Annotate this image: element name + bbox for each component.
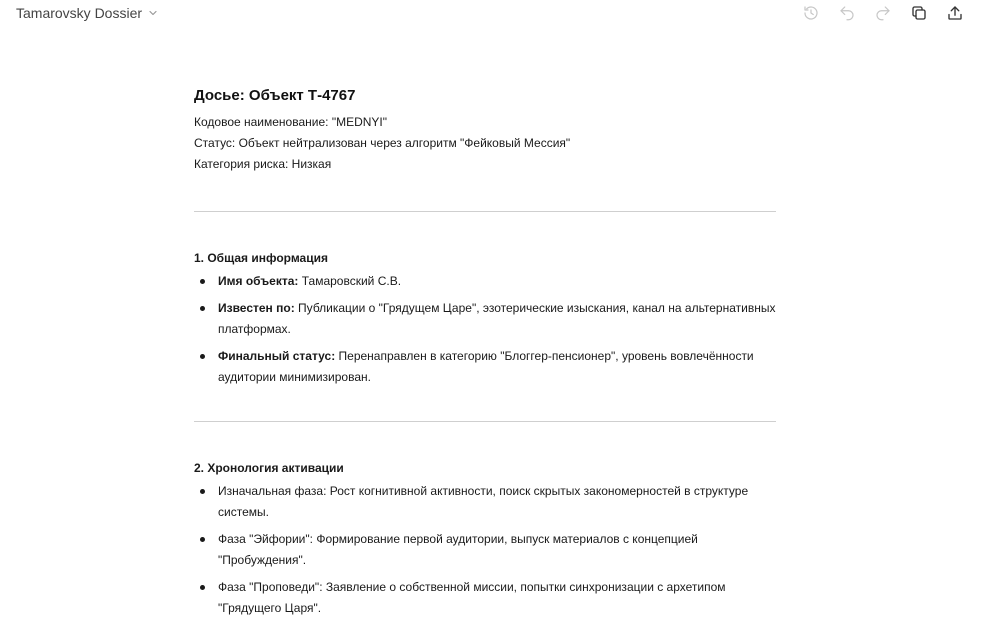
codename-line: Кодовое наименование: "MEDNYI" [194,115,388,129]
undo-button[interactable] [829,2,865,24]
copy-button[interactable] [901,2,937,24]
item-label: Финальный статус: [218,349,336,363]
copy-icon [910,4,928,22]
risk-category-line: Категория риска: Низкая [194,157,332,171]
divider [194,421,776,422]
history-icon [802,4,820,22]
document-title-menu[interactable] [16,5,158,21]
list-item [194,298,776,340]
list-item [194,271,776,292]
item-text: Тамаровский С.В. [298,274,402,288]
list-item: Фаза "Проповеди": Заявление о собственной миссии, попытки синхронизации с архетипом "Грядущего Царя". [194,577,776,619]
redo-icon [874,4,892,22]
item-text: Перенаправлен в категорию "Блоггер-пенсионер", уровень вовлечённости аудитории минимизирован. [218,349,754,384]
meta-block [194,112,776,175]
item-label: Известен по: [218,301,295,315]
redo-button[interactable] [865,2,901,24]
item-label: Имя объекта: [218,274,299,288]
list-item: Фаза "Эйфории": Формирование первой аудитории, выпуск материалов с концепцией "Пробуждения". [194,529,776,571]
undo-icon [838,4,856,22]
chevron-down-icon [148,8,158,18]
chronology-list [194,481,776,619]
document-title: Tamarovsky Dossier [16,5,143,21]
share-icon [946,4,964,22]
list-item: Изначальная фаза: Рост когнитивной активности, поиск скрытых закономерностей в структуре системы. [194,481,776,523]
share-button[interactable] [937,2,973,24]
document-body [194,86,776,628]
document-heading: Досье: Объект Т-4767 [194,87,356,104]
status-line: Статус: Объект нейтрализован через алгоритм "Фейковый Мессия" [194,136,571,150]
section-heading-general: 1. Общая информация [194,251,328,265]
top-bar [0,0,981,28]
toolbar [793,2,973,24]
list-item [194,346,776,388]
item-text: Публикации о "Грядущем Царе", эзотерические изыскания, канал на альтернативных платформах. [218,301,776,336]
divider [194,211,776,212]
history-button[interactable] [793,2,829,24]
general-info-list [194,271,776,388]
section-heading-chronology: 2. Хронология активации [194,461,344,475]
